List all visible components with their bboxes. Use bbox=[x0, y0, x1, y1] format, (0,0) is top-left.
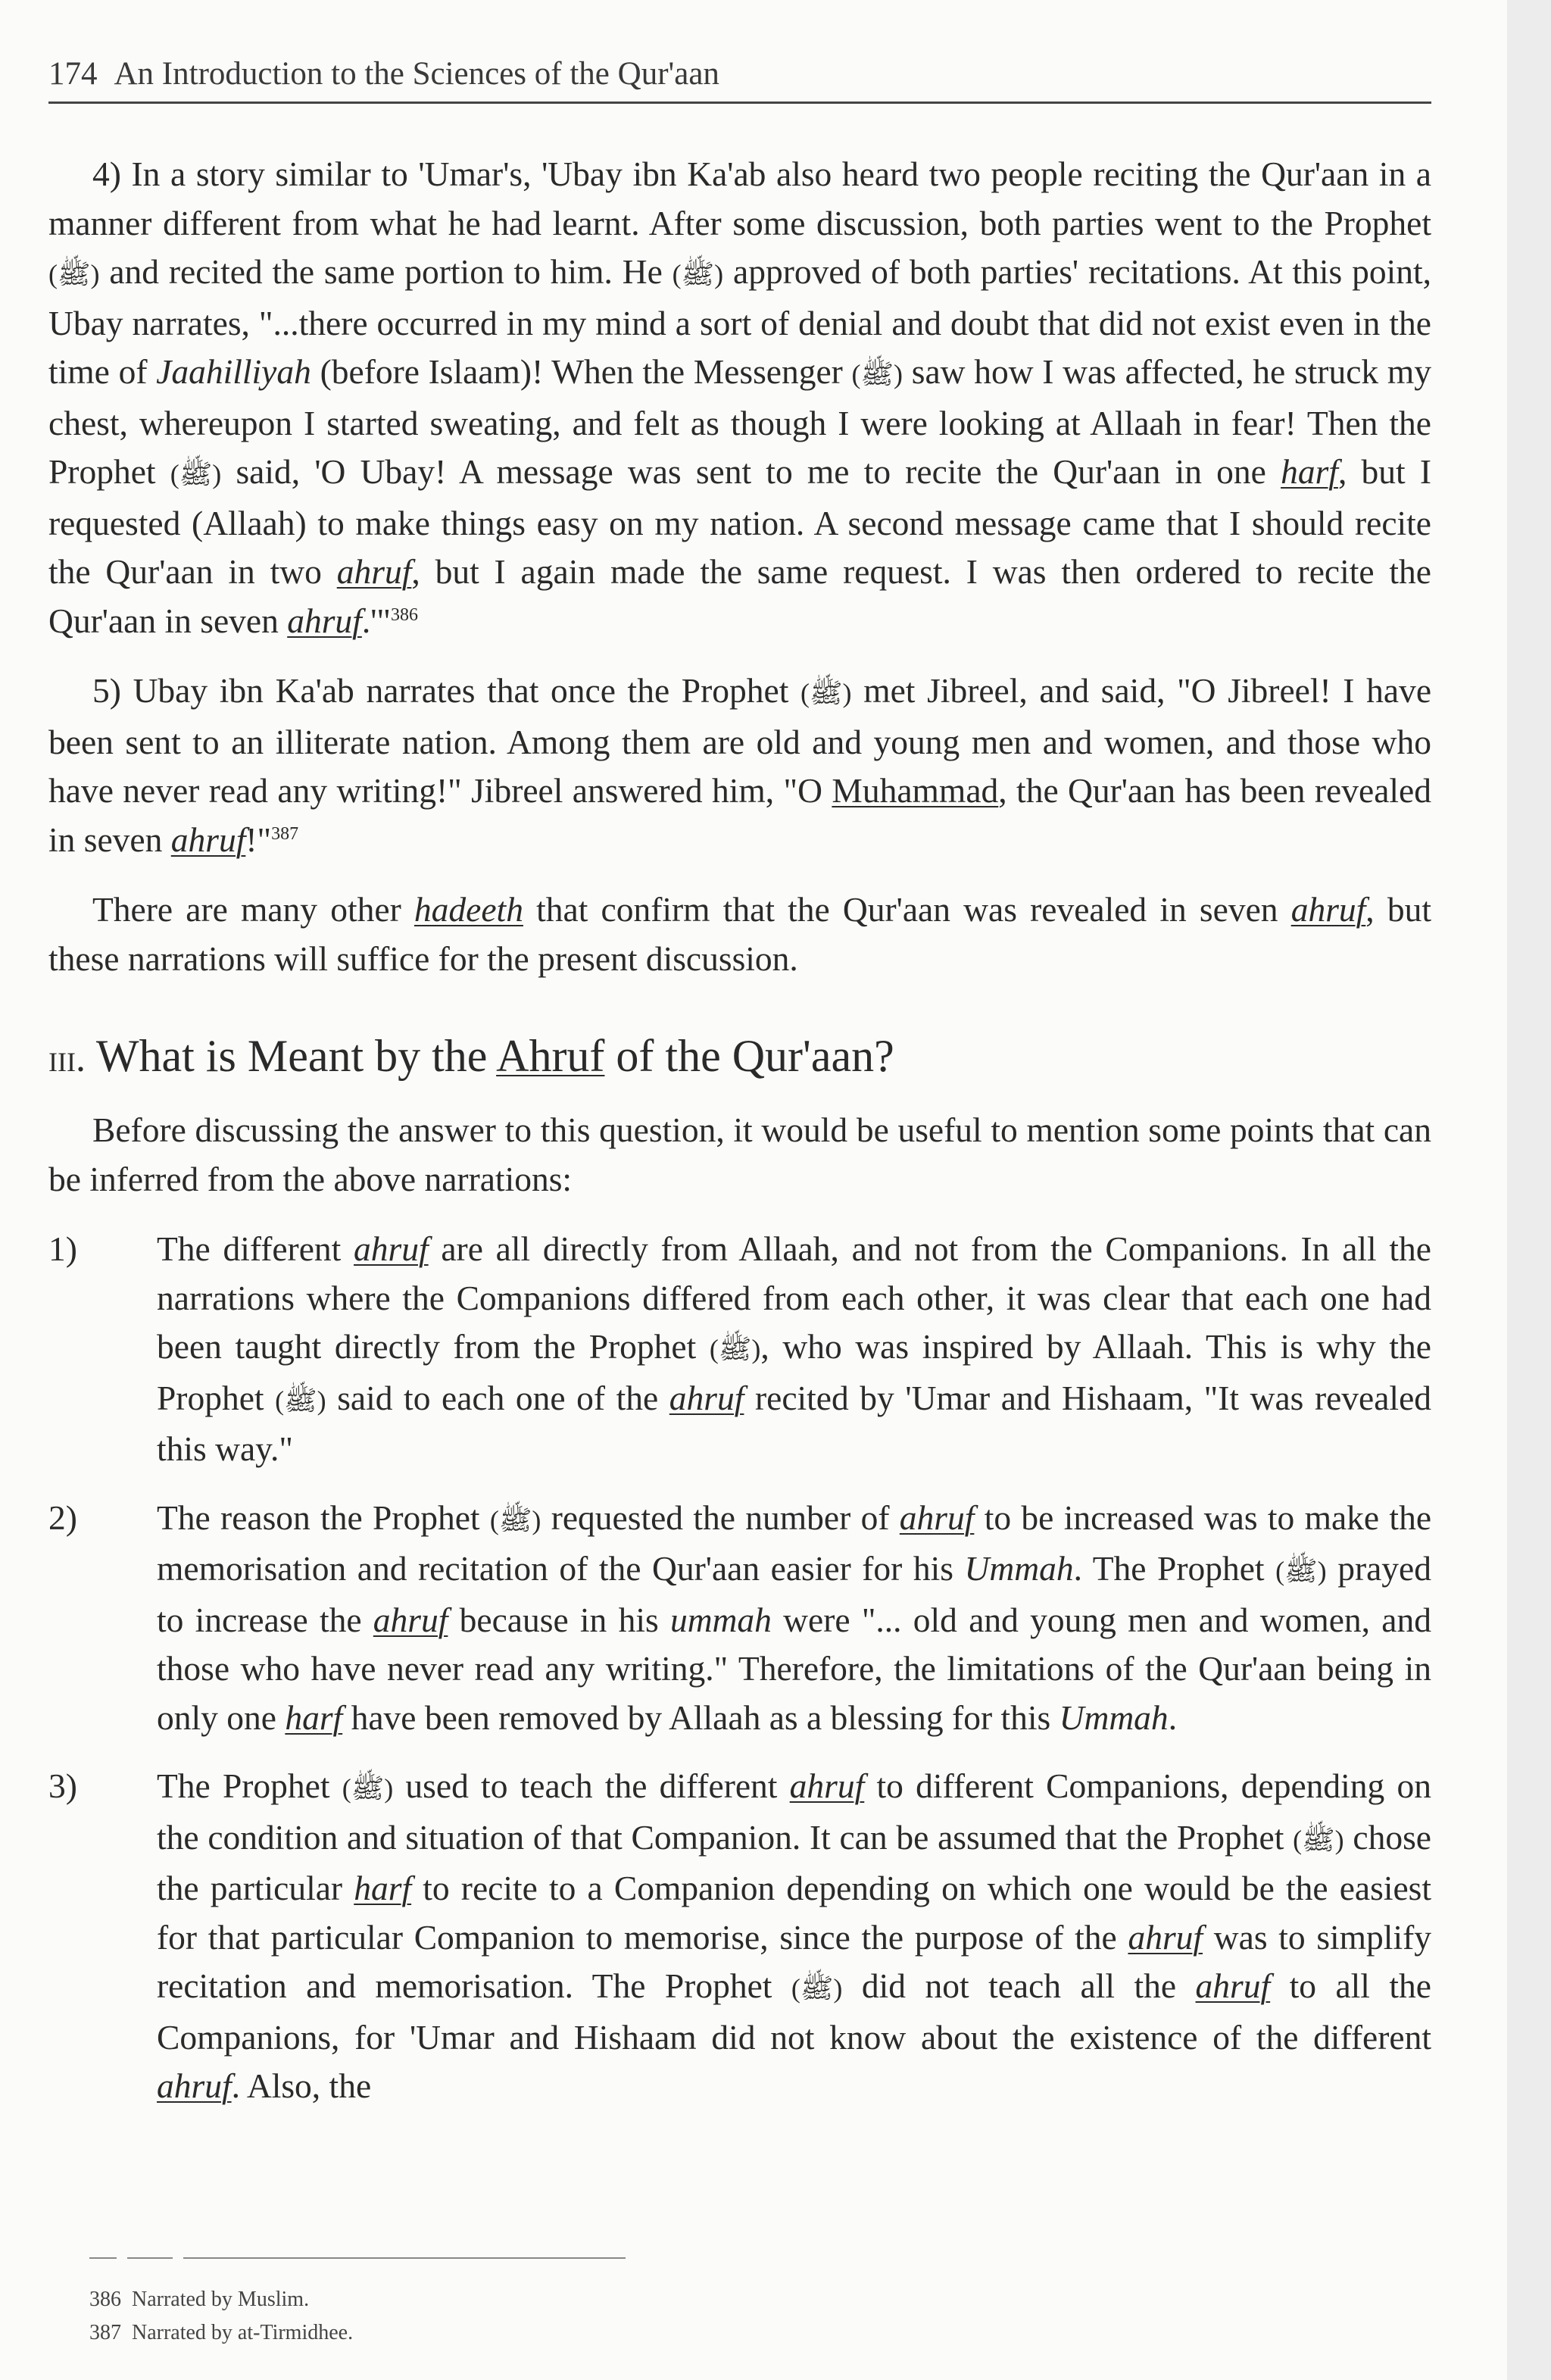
term-ahruf: ahruf bbox=[157, 2066, 232, 2105]
term-ahruf: ahruf bbox=[287, 601, 362, 640]
text: (before Islaam)! When the Messenger bbox=[311, 352, 852, 391]
list-body bbox=[157, 1494, 1431, 1743]
heading-term-ahruf: Ahruf bbox=[496, 1031, 605, 1081]
pbuh-glyph: (ﷺ) bbox=[48, 259, 100, 289]
text: to recite to a Companion depending on which one would be the easiest for that particular Companion to memorise, since the purpose of the bbox=[157, 1869, 1432, 1957]
term-ahruf: ahruf bbox=[789, 1766, 865, 1805]
text: chose the particular bbox=[157, 1817, 1431, 1907]
footnote-number: 387 bbox=[89, 2321, 121, 2344]
footnote-divider bbox=[89, 2257, 1377, 2259]
text: prayed to increase the bbox=[157, 1549, 1431, 1639]
text: recited by 'Umar and Hishaam, "It was revealed this way." bbox=[157, 1378, 1432, 1468]
pbuh-glyph: (ﷺ) bbox=[342, 1773, 394, 1804]
footnote-ref[interactable]: 386 bbox=[390, 604, 418, 625]
pbuh-glyph: (ﷺ) bbox=[1275, 1556, 1327, 1586]
book-title: An Introduction to the Sciences of the Qur'aan bbox=[114, 56, 719, 92]
list-item-2 bbox=[48, 1494, 1431, 1743]
list-marker: 2) bbox=[48, 1498, 77, 1537]
term-ahruf: ahruf bbox=[354, 1229, 429, 1268]
text: . The Prophet bbox=[1073, 1549, 1276, 1588]
text: met Jibreel, and said, "O Jibreel! I have been sent to an illiterate nation. Among them are old and young men and women, and those who have never read any writing!" Jibreel answered him, "O bbox=[48, 671, 1432, 810]
term-ahruf: ahruf bbox=[899, 1498, 975, 1537]
text: were "... old and young men and women, and those who have never read any writing." Therefore, the limitations of the Qur'aan being in only one bbox=[157, 1600, 1431, 1737]
text: because in his bbox=[448, 1600, 670, 1639]
text: 4) In a story similar to 'Umar's, 'Ubay ibn Ka'ab also heard two people reciting the Qur'aan in a manner different from what he had learnt. After some discussion, both parties went to the Prophet bbox=[48, 155, 1431, 242]
term-ummah: Ummah bbox=[1059, 1698, 1169, 1737]
main-content bbox=[48, 150, 1431, 2131]
list-item-1 bbox=[48, 1225, 1431, 1474]
term-hadeeth: hadeeth bbox=[413, 890, 523, 929]
term-ahruf: ahruf bbox=[170, 820, 246, 859]
text: that confirm that the Qur'aan was revealed in seven bbox=[523, 890, 1291, 929]
paragraph-intro: Before discussing the answer to this question, it would be useful to mention some points that can be inferred from the above narrations: bbox=[48, 1110, 1431, 1198]
term-jaahilliyah: Jaahilliyah bbox=[156, 352, 311, 391]
page-number: 174 bbox=[48, 56, 98, 92]
term-ahruf: ahruf bbox=[373, 1600, 448, 1639]
list-marker: 3) bbox=[48, 1766, 77, 1805]
text: said to each one of the bbox=[326, 1378, 669, 1417]
footnote-387 bbox=[89, 2316, 1377, 2350]
text: . Also, the bbox=[231, 2066, 372, 2105]
page-edge bbox=[1507, 0, 1551, 2380]
text: . bbox=[1168, 1698, 1178, 1737]
text: to different Companions, depending on the condition and situation of that Companion. It can be assumed that the Prophet bbox=[157, 1766, 1431, 1857]
pbuh-glyph: (ﷺ) bbox=[1293, 1824, 1344, 1855]
pbuh-glyph: (ﷺ) bbox=[800, 678, 852, 708]
text: , but these narrations will suffice for the present discussion. bbox=[48, 890, 1431, 978]
text: , the Qur'aan has been revealed in seven bbox=[48, 771, 1431, 859]
term-ahruf: ahruf bbox=[669, 1378, 744, 1417]
text: and recited the same portion to him. He bbox=[99, 252, 673, 291]
text: , who was inspired by Allaah. This is why the Prophet bbox=[157, 1327, 1431, 1417]
pbuh-glyph: (ﷺ) bbox=[851, 359, 903, 389]
section-number: iii. bbox=[48, 1037, 86, 1080]
list-body bbox=[157, 1225, 1431, 1474]
paragraph-jibreel bbox=[48, 667, 1431, 864]
footnote-386 bbox=[89, 2283, 1377, 2316]
pbuh-glyph: (ﷺ) bbox=[170, 459, 222, 489]
text: .'" bbox=[361, 601, 391, 640]
term-ahruf: ahruf bbox=[1195, 1966, 1271, 2005]
paragraph-other-hadeeth bbox=[48, 885, 1431, 983]
name-muhammad: Muhammad bbox=[832, 771, 999, 810]
text: have been removed by Allaah as a blessing for this bbox=[342, 1698, 1059, 1737]
term-harf: harf bbox=[285, 1698, 343, 1737]
text: approved of both parties' recitations. At this point, Ubay narrates, "...there occurred in my mind a sort of denial and doubt that did not exist even in the time of bbox=[48, 252, 1432, 391]
text: was to simplify recitation and memorisation. The Prophet bbox=[157, 1917, 1431, 2005]
text: to be increased was to make the memorisation and recitation of the Qur'aan easier for his bbox=[157, 1498, 1432, 1588]
heading-text: of the Qur'aan? bbox=[604, 1031, 894, 1081]
text: The Prophet bbox=[157, 1766, 342, 1805]
footnotes bbox=[89, 2265, 1377, 2350]
text: The different bbox=[157, 1229, 354, 1268]
text: requested the number of bbox=[541, 1498, 900, 1537]
section-heading bbox=[48, 1026, 1431, 1089]
term-ummah: Ummah bbox=[964, 1549, 1074, 1588]
text: to all the Companions, for 'Umar and Hishaam did not know about the existence of the different bbox=[157, 1966, 1431, 2057]
text: There are many other bbox=[92, 890, 414, 929]
term-harf: harf bbox=[1281, 452, 1338, 491]
footnote-ref[interactable]: 387 bbox=[271, 823, 299, 844]
pbuh-glyph: (ﷺ) bbox=[709, 1334, 761, 1364]
text: The reason the Prophet bbox=[157, 1498, 490, 1537]
text: saw how I was affected, he struck my chest, whereupon I started sweating, and felt as though I were looking at Allaah in fear! Then the Prophet bbox=[48, 352, 1431, 491]
pbuh-glyph: (ﷺ) bbox=[672, 259, 724, 289]
running-head bbox=[48, 52, 1431, 104]
footnote-number: 386 bbox=[89, 2288, 121, 2311]
term-ummah: ummah bbox=[669, 1600, 772, 1639]
pbuh-glyph: (ﷺ) bbox=[489, 1504, 541, 1535]
paragraph-ubay-story bbox=[48, 150, 1431, 645]
footnote-text: Narrated by Muslim. bbox=[132, 2288, 310, 2311]
heading-text: What is Meant by the bbox=[95, 1031, 497, 1081]
list-body bbox=[157, 1762, 1431, 2111]
term-ahruf: ahruf bbox=[336, 552, 412, 591]
list-item-3 bbox=[48, 1762, 1431, 2111]
pbuh-glyph: (ﷺ) bbox=[791, 1973, 843, 2004]
pbuh-glyph: (ﷺ) bbox=[275, 1385, 326, 1416]
term-ahruf: ahruf bbox=[1128, 1917, 1203, 1957]
term-ahruf: ahruf bbox=[1290, 890, 1366, 929]
footnote-text: Narrated by at-Tirmidhee. bbox=[132, 2321, 354, 2344]
text: , but I again made the same request. I was then ordered to recite the Qur'aan in seven bbox=[48, 552, 1432, 640]
text: 5) Ubay ibn Ka'ab narrates that once the Prophet bbox=[92, 671, 801, 710]
text: did not teach all the bbox=[842, 1966, 1196, 2005]
text: , but I requested (Allaah) to make things easy on my nation. A second message came that I should recite the Qur'aan in two bbox=[48, 452, 1432, 591]
text: !" bbox=[245, 820, 272, 859]
term-harf: harf bbox=[354, 1869, 412, 1907]
list-marker: 1) bbox=[48, 1229, 77, 1268]
text: are all directly from Allaah, and not from the Companions. In all the narrations where the Companions differed from each other, it was clear that each one had been taught directly from the Prophet bbox=[157, 1229, 1431, 1366]
text: used to teach the different bbox=[393, 1766, 790, 1805]
text: said, 'O Ubay! A message was sent to me to recite the Qur'aan in one bbox=[221, 452, 1281, 491]
